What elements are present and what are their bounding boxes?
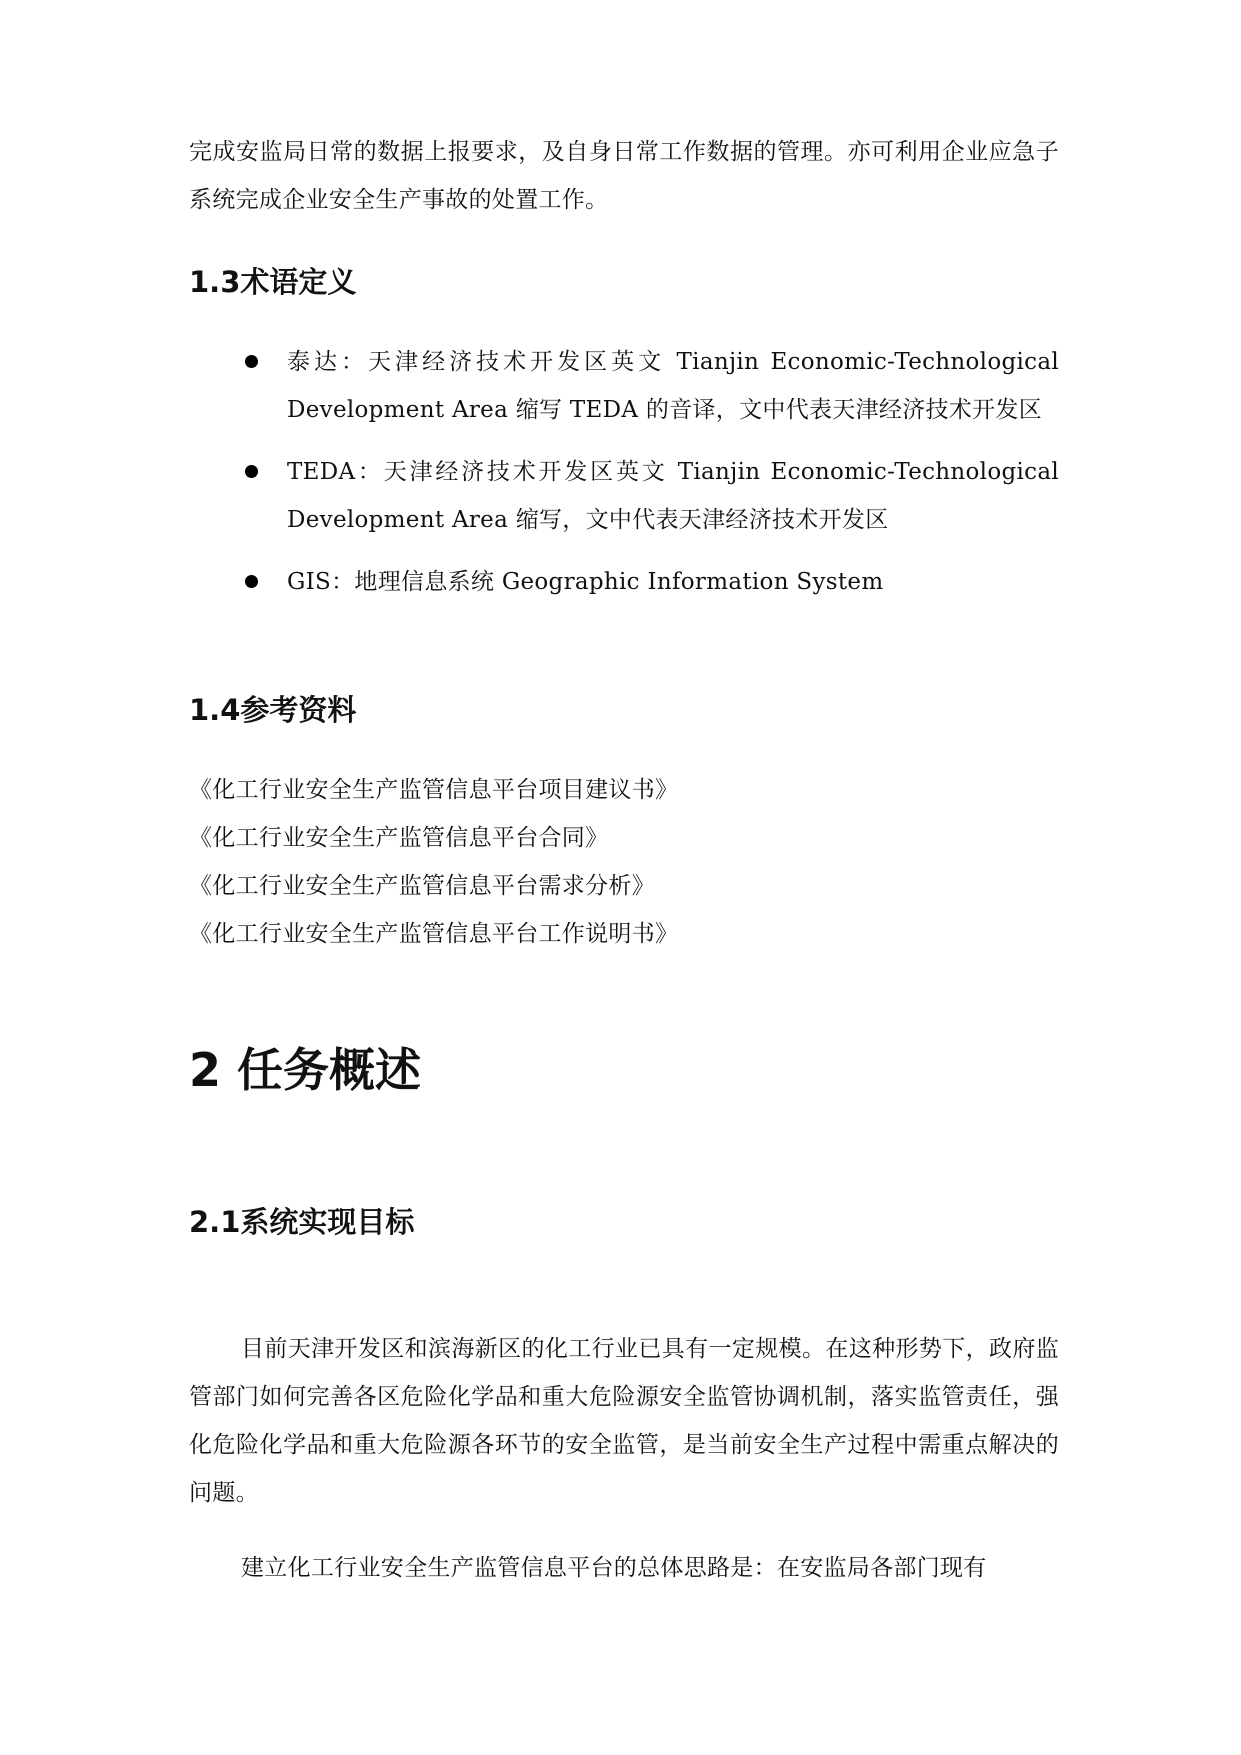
body-paragraph: 目前天津开发区和滨海新区的化工行业已具有一定规模。在这种形势下，政府监管部门如何完善各区危险化学品和重大危险源安全监管协调机制，落实监管责任，强化危险化学品和重大危险源各环节的安全监管，是当前安全生产过程中需重点解决的问题。 bbox=[189, 1336, 1059, 1506]
bullet-icon bbox=[245, 465, 258, 478]
term-text: GIS：地理信息系统 Geographic Information System bbox=[287, 569, 884, 595]
term-text: 泰达：天津经济技术开发区英文 Tianjin Economic-Technological Development Area 缩写 TEDA 的音译，文中代表天津经济技术开发区 bbox=[287, 349, 1059, 423]
term-text: TEDA：天津经济技术开发区英文 Tianjin Economic-Technological Development Area 缩写，文中代表天津经济技术开发区 bbox=[287, 459, 1059, 533]
bullet-icon bbox=[245, 355, 258, 368]
reference-item: 《化工行业安全生产监管信息平台合同》 bbox=[189, 825, 609, 851]
reference-item: 《化工行业安全生产监管信息平台项目建议书》 bbox=[189, 777, 679, 803]
bullet-icon bbox=[245, 575, 258, 588]
term-item bbox=[189, 558, 1059, 606]
section-heading-1-4: 1.4参考资料 bbox=[189, 693, 357, 727]
term-item bbox=[189, 338, 1059, 434]
chapter-heading-2: 2 任务概述 bbox=[189, 1043, 422, 1097]
intro-paragraph: 完成安监局日常的数据上报要求，及自身日常工作数据的管理。亦可利用企业应急子系统完成企业安全生产事故的处置工作。 bbox=[189, 139, 1059, 213]
reference-item: 《化工行业安全生产监管信息平台工作说明书》 bbox=[189, 921, 679, 947]
section-heading-2-1: 2.1系统实现目标 bbox=[189, 1205, 415, 1239]
reference-item: 《化工行业安全生产监管信息平台需求分析》 bbox=[189, 873, 655, 899]
term-item bbox=[189, 448, 1059, 544]
section-heading-1-3: 1.3术语定义 bbox=[189, 265, 357, 299]
body-paragraph: 建立化工行业安全生产监管信息平台的总体思路是：在安监局各部门现有 bbox=[241, 1555, 987, 1581]
references-list bbox=[189, 766, 1059, 958]
terms-list bbox=[189, 338, 1059, 620]
